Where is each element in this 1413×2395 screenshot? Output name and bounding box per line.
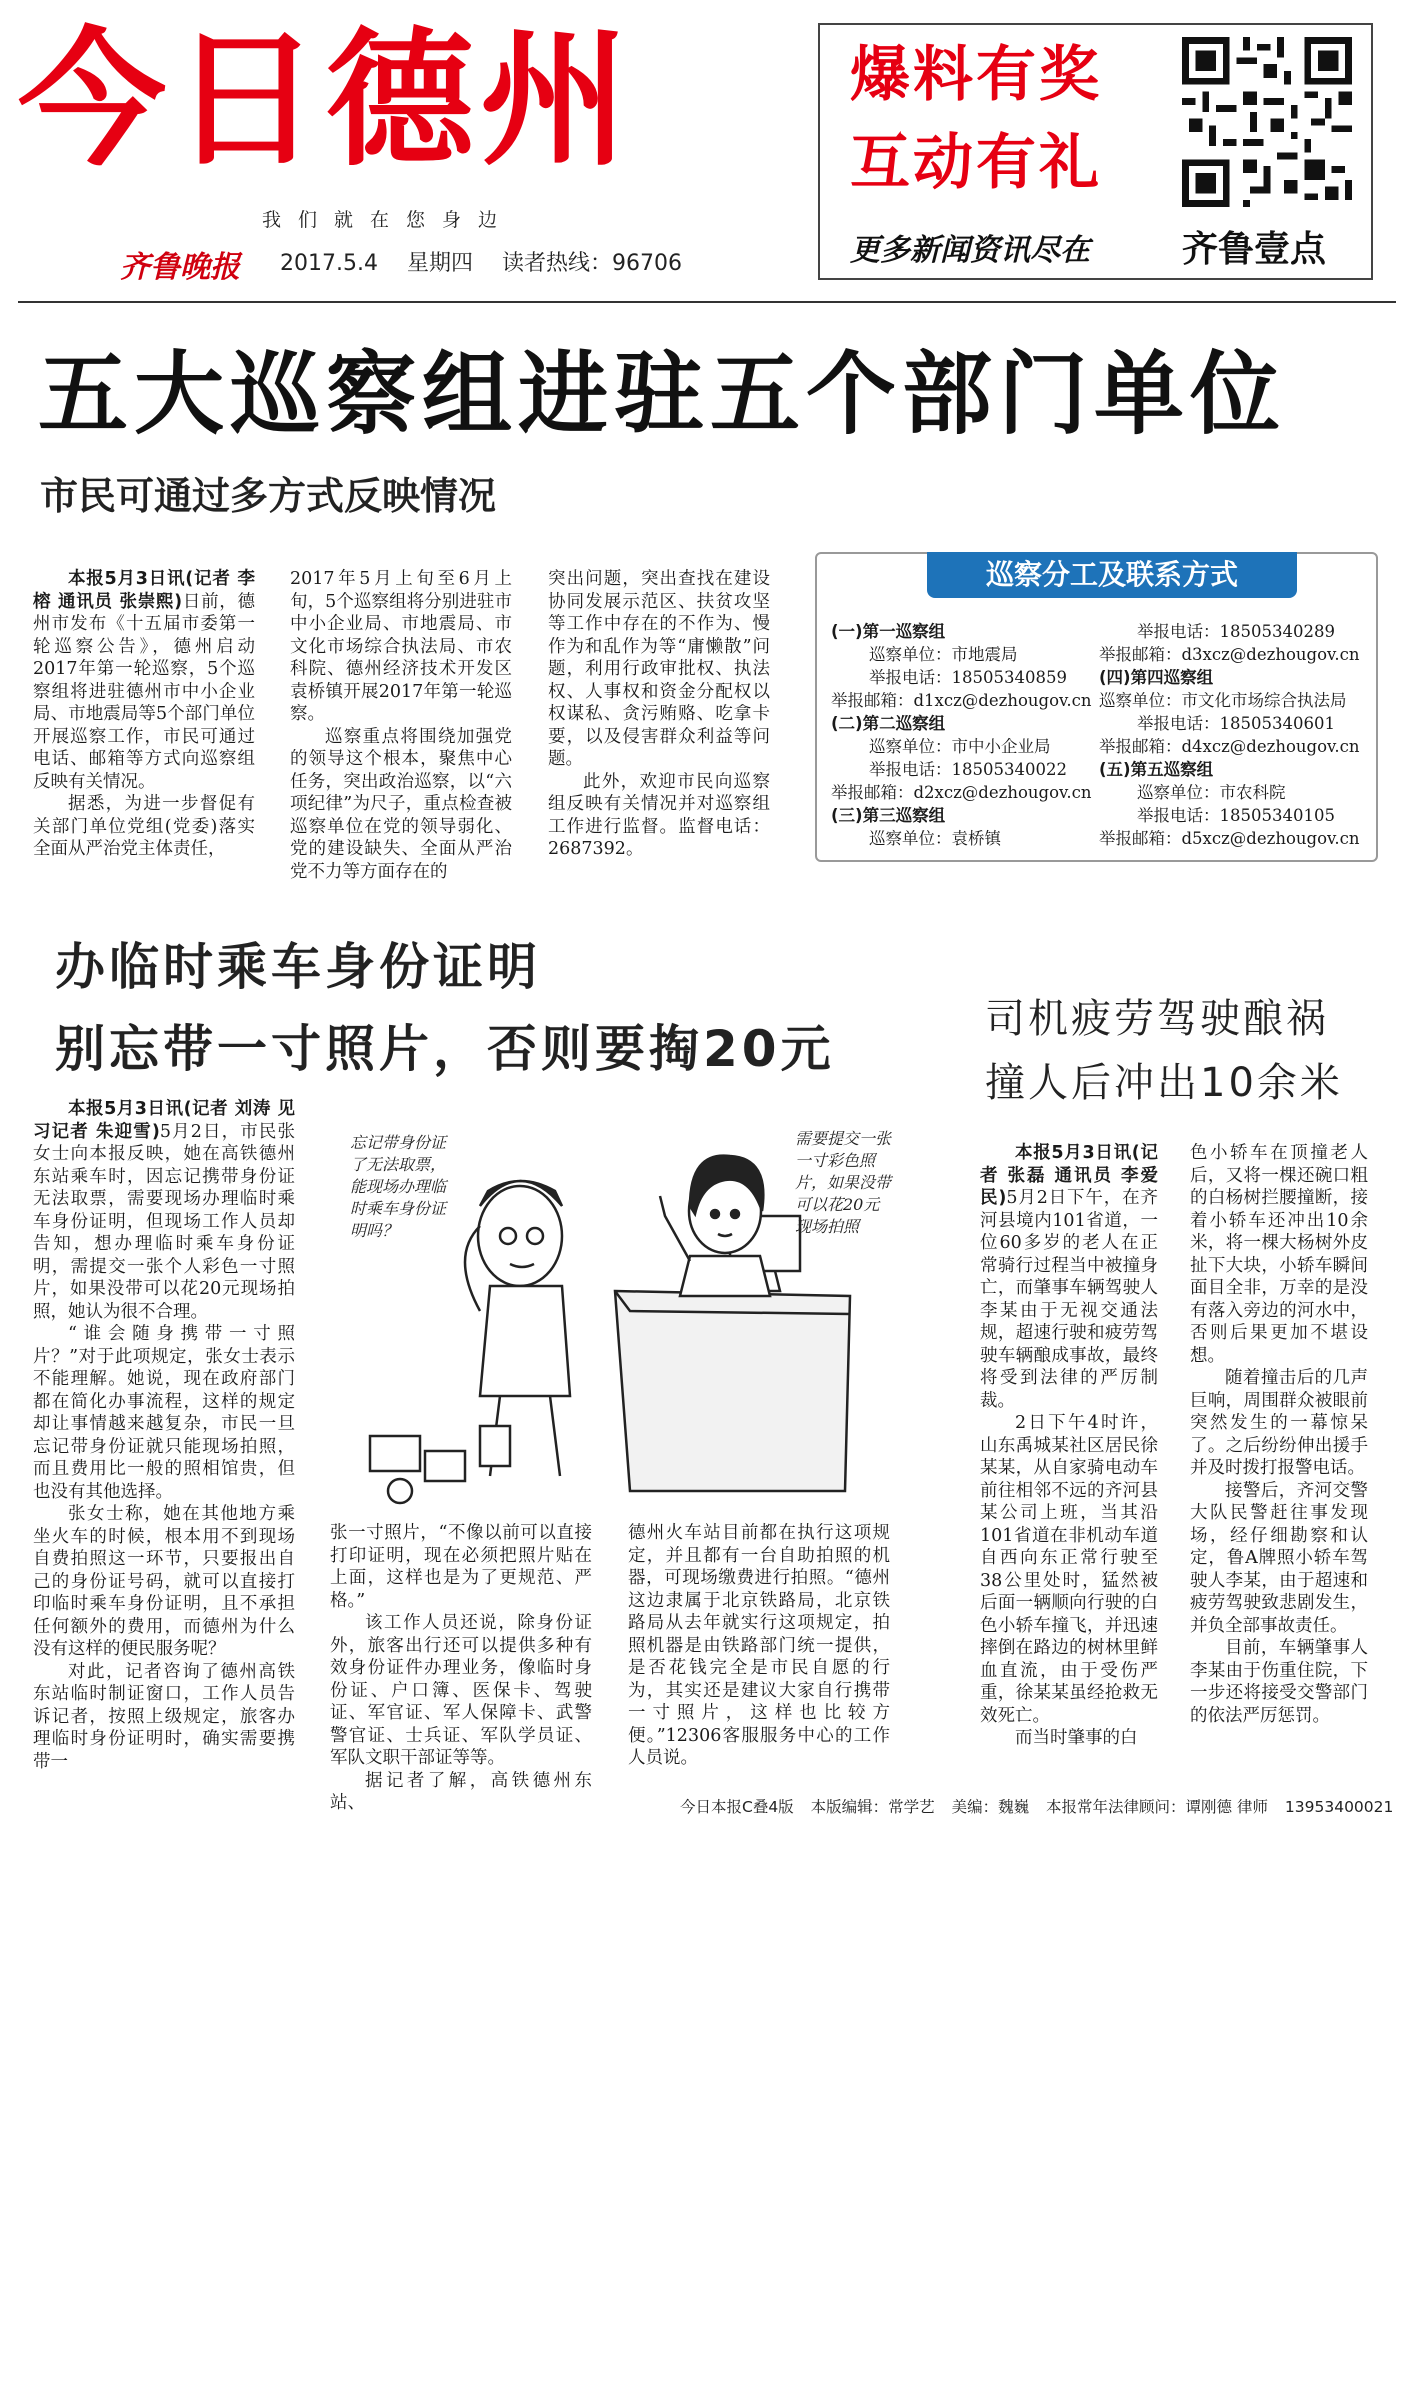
masthead-title: 今日德州 — [18, 14, 634, 186]
header-divider — [18, 301, 1396, 303]
story3-column-2: 色小轿车在顶撞老人后，又将一棵还碗口粗的白杨树拦腰撞断，接着小轿车还冲出10余米，将一棵大杨树外皮扯下大块，小轿车瞬间面目全非，万幸的是没有落入旁边的河水中，否则后果更加不堪设想。 随着撞击后的几声巨响，周围群众被眼前突然发生的一幕惊呆了。之后纷纷伸出援手并及时拨打报警电话。 接警后，齐河交警大队民警赶往事发现场，经仔细勘察和认定，鲁A牌照小轿车驾驶人李某，由于超速和疲劳驾驶致悲剧发生，并负全部事故责任。 目前，车辆肇事人李某由于伤重住院，下一步还将接受交警部门的依法严厉惩罚。 — [1190, 1143, 1368, 1726]
story3-column-1: 本报5月3日讯(记者 张磊 通讯员 李爱民)5月2日下午，在齐河县境内101省道，一位60多岁的老人在正常骑行过程当中被撞身亡，而肇事车辆驾驶人李某由于无视交通法规，超速行驶和疲劳驾驶车辆酿成事故，最终将受到法律的严厉制裁。 2日下午4时许，山东禹城某社区居民徐某某，从自家骑电动车前往相邻不远的齐河县某公司上班，当其沿101省道在非机动车道自西向东正常行驶至38公里处时，猛然被后面一辆顺向行驶的白色小轿车撞飞，并迅速摔倒在路边的树林里鲜血直流，由于受伤严重，徐某某虽经抢救无效死亡。 而当时肇事的白 — [980, 1143, 1158, 1748]
story2-headline-1: 办临时乘车身份证明 — [55, 938, 541, 996]
inspection-contact-box — [815, 552, 1378, 862]
story3-headline-1: 司机疲劳驾驶酿祸 — [985, 996, 1329, 1042]
story2-column-3: 德州火车站目前都在执行这项规定，并且都有一台自助拍照的机器，可现场缴费进行拍照。“德州这边隶属于北京铁路局，北京铁路局从去年就实行这项规定，拍照机器是由铁路部门统一提供，是否花钱完全是市民自愿的行为，其实还是建议大家自行携带一寸照片，这样也比较方便。”12306客服服务中心的工作人员说。 — [628, 1523, 890, 1768]
infobox-title: 巡察分工及联系方式 — [927, 552, 1297, 598]
story3-headline-2: 撞人后冲出10余米 — [985, 1060, 1343, 1106]
ad-line-3: 更多新闻资讯尽在 — [850, 233, 1090, 268]
reader-hotline: 读者热线：96706 — [501, 251, 682, 276]
dateline — [280, 246, 704, 277]
infobox-left-column: (一)第一巡察组 巡察单位：市地震局 举报电话：18505340859 举报邮箱：d1xcz@dezhougov.cn (二)第二巡察组 巡察单位：市中小企业局 举报电话：18505340022 举报邮箱：d2xcz@dezhougov.cn (三)第三巡察组 巡察单位：袁桥镇 — [831, 622, 1092, 848]
brand-logo: 齐鲁晚报 — [120, 250, 240, 285]
lead-subhead: 市民可通过多方式反映情况 — [40, 474, 497, 518]
issue-weekday: 星期四 — [406, 251, 473, 276]
footer-phone: 13953400021 — [1284, 1798, 1394, 1816]
story2-headline-2: 别忘带一寸照片，否则要掏20元 — [55, 1020, 835, 1078]
story2-column-1: 本报5月3日讯(记者 刘涛 见习记者 朱迎雪)5月2日，市民张女士向本报反映，她在高铁德州东站乘车时，因忘记携带身份证无法取票，需要现场办理临时乘车身份证明，但现场工作人员却告知，想办理临时乘车身份证明，需提交一张个人彩色一寸照片，如果没带可以花20元现场拍照，她认为很不合理。 “谁会随身携带一寸照片？”对于此项规定，张女士表示不能理解。她说，现在政府部门都在简化办事流程，这样的规定却让事情越来越复杂，市民一旦忘记带身份证就只能现场拍照，而且费用比一般的照相馆贵，但也没有其他选择。 张女士称，她在其他地方乘坐火车的时候，根本用不到现场自费拍照这一环节，只要报出自己的身份证号码，就可以直接打印临时乘车身份证明，且不承担任何额外的费用，而德州为什么没有这样的便民服务呢？ 对此，记者咨询了德州高铁东站临时制证窗口，工作人员告诉记者，按照上级规定，旅客办理临时身份证明时，确实需要携带一 — [33, 1099, 295, 1772]
infobox-right-column: 举报电话：18505340289 举报邮箱：d3xcz@dezhougov.cn (四)第四巡察组 巡察单位：市文化市场综合执法局 举报电话：18505340601 举报邮箱：d4xcz@dezhougov.cn (五)第五巡察组 巡察单位：市农科院 举报电话：18505340105 举报邮箱：d5xcz@dezhougov.cn — [1099, 622, 1360, 848]
lead-headline: 五大巡察组进驻五个部门单位 — [38, 342, 1286, 447]
story3-byline: 本报5月3日讯(记者 张磊 通讯员 李爱民) — [980, 1143, 1158, 1208]
story2-column-2: 张一寸照片，“不像以前可以直接打印证明，现在必须把照片贴在上面，这样也是为了更规范、严格。” 该工作人员还说，除身份证外，旅客出行还可以提供多种有效身份证件办理业务，像临时身份证、户口簿、医保卡、驾驶证、军官证、军人保障卡、武警警官证、士兵证、军队学员证、军队文职干部证等等。 据记者了解，高铁德州东站、 — [330, 1523, 592, 1813]
story2-byline: 本报5月3日讯(记者 刘涛 见习记者 朱迎雪) — [33, 1099, 295, 1142]
masthead-slogan: 我们就在您身边 — [262, 209, 515, 231]
ad-app-logo: 齐鲁壹点 — [1182, 229, 1327, 270]
footer-art: 美编：魏巍 — [951, 1798, 1030, 1816]
ad-line-2: 互动有礼 — [850, 128, 1102, 198]
speech-bubble-clerk: 需要提交一张一寸彩色照片，如果没带可以花20元现场拍照 — [795, 1129, 892, 1236]
ad-line-1: 爆料有奖 — [850, 40, 1102, 110]
footer-page: 今日本报C叠4版 — [680, 1798, 794, 1816]
lead-column-3: 突出问题，突出查找在建设协同发展示范区、扶贫攻坚等工作中存在的不作为、慢作为和乱作为等“庸懒散”问题，利用行政审批权、执法权、人事权和资金分配权以权谋私、贪污贿赂、吃拿卡要，以及侵害群众利益等问题。 此外，欢迎市民向巡察组反映有关情况并对巡察组工作进行监督。监督电话：2687392。 — [548, 569, 770, 859]
page-footer — [680, 1795, 1405, 1817]
footer-lawyer: 本报常年法律顾问：谭刚德 律师 — [1046, 1798, 1268, 1816]
footer-editor: 本版编辑：常学艺 — [810, 1798, 935, 1816]
promo-ad-box — [818, 23, 1373, 280]
qr-code-icon — [1182, 37, 1352, 207]
lead-column-1: 本报5月3日讯(记者 李榕 通讯员 张崇熙)日前，德州市发布《十五届市委第一轮巡察公告》，德州启动2017年第一轮巡察，5个巡察组将进驻德州市中小企业局、市地震局等5个部门单位开展巡察工作，市民可通过电话、邮箱等方式向巡察组反映有关情况。 据悉，为进一步督促有关部门单位党组(党委)落实全面从严治党主体责任， — [33, 569, 256, 859]
lead-column-2: 2017年5月上旬至6月上旬，5个巡察组将分别进驻市中小企业局、市地震局、市文化市场综合执法局、市农科院、德州经济技术开发区袁桥镇开展2017年第一轮巡察。 巡察重点将围绕加强党的领导这个根本，聚焦中心任务，突出政治巡察，以“六项纪律”为尺子，重点检查被巡察单位在党的领导弱化、党的建设缺失、全面从严治党不力等方面存在的 — [290, 569, 512, 882]
lead-byline: 本报5月3日讯(记者 李榕 通讯员 张崇熙) — [33, 569, 255, 612]
issue-date: 2017.5.4 — [280, 251, 378, 276]
speech-bubble-passenger: 忘记带身份证了无法取票，能现场办理临时乘车身份证明吗？ — [350, 1133, 447, 1240]
